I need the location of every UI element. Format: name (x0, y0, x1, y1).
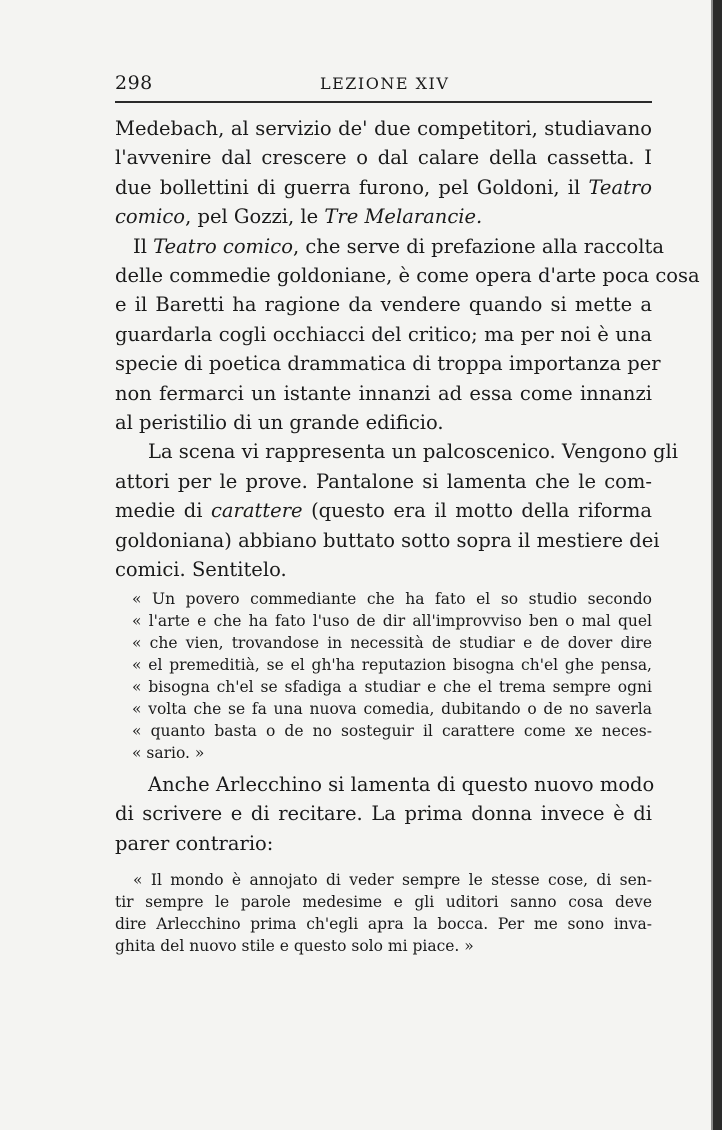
italic-title: comico (115, 205, 186, 229)
running-head: LEZIONE XIV (320, 74, 450, 93)
text-line: al peristilio di un grande edificio. (115, 411, 444, 435)
italic-term: carattere (211, 499, 303, 523)
text-line: attori per le prove. Pantalone si lamenta che le com- (115, 469, 652, 493)
quote-line: « Il mondo è annojato di veder sempre le stesse cose, di sen- (133, 871, 652, 889)
paragraph-2 (115, 232, 700, 438)
quote-line: « che vien, trovandose in necessità de studiar e de dover dire (132, 634, 652, 652)
quote-line: dire Arlecchino prima ch'egli apra la bocca. Per me sono inva- (115, 915, 652, 933)
italic-title: Tre Melarancie. (324, 205, 483, 229)
text-line: guardarla cogli occhiacci del critico; ma per noi è una (115, 322, 652, 346)
italic-title: Teatro (588, 175, 652, 199)
text-line: Medebach, al servizio de' due competitori, studiavano (115, 117, 652, 140)
text-line: due bollettini di guerra furono, pel Goldoni, il Teatro (115, 175, 652, 199)
quote-line: « bisogna ch'el se sfadiga a studiar e che el trema sempre ogni (132, 678, 652, 696)
text-line: specie di poetica drammatica di troppa importanza per (115, 352, 661, 376)
quote-line: « sario. » (132, 744, 205, 762)
block-quote-2 (115, 869, 652, 957)
text-line: parer contrario: (115, 831, 274, 855)
text-line: comici. Sentitelo. (115, 558, 287, 582)
header-rule (115, 101, 652, 103)
page-edge (713, 0, 722, 1130)
text-line: non fermarci un istante innanzi ad essa come innanzi (115, 381, 652, 405)
block-quote-1 (132, 588, 652, 764)
text-line: La scena vi rappresenta un palcoscenico. Vengono gli (148, 440, 678, 464)
text-line: Il Teatro comico, che serve di prefazione alla raccolta (133, 234, 664, 258)
quote-line: tir sempre le parole medesime e gli uditori sanno cosa deve (115, 893, 652, 911)
quote-line: « Un povero commediante che ha fato el so studio secondo (132, 590, 652, 608)
text-line: medie di carattere (questo era il motto della riforma (115, 499, 652, 523)
text-line: e il Baretti ha ragione da vendere quando si mette a (115, 293, 652, 317)
italic-title: Teatro comico (153, 234, 293, 258)
text-line: delle commedie goldoniane, è come opera d'arte poca cosa (115, 264, 700, 288)
quote-line: ghita del nuovo stile e questo solo mi piace. » (115, 937, 474, 955)
text-line: Anche Arlecchino si lamenta di questo nuovo modo (148, 773, 655, 796)
paragraph-1 (115, 114, 652, 232)
quote-line: « quanto basta o de no sosteguir il carattere come xe neces- (132, 722, 652, 740)
text-line: comico, pel Gozzi, le Tre Melarancie. (115, 205, 483, 229)
page-header (115, 72, 655, 102)
page-number: 298 (115, 72, 153, 94)
text-line: di scrivere e di recitare. La prima donna invece è di (115, 802, 652, 826)
text-line: l'avvenire dal crescere o dal calare della cassetta. I (115, 146, 652, 170)
paragraph-3 (115, 437, 678, 584)
quote-line: « l'arte e che ha fato l'uso de dir all'improvviso ben o mal quel (132, 612, 652, 630)
paragraph-4 (115, 770, 655, 858)
quote-line: « el premeditià, se el gh'ha reputazion bisogna ch'el ghe pensa, (132, 656, 652, 674)
body-text (115, 114, 700, 585)
text-line: goldoniana) abbiano buttato sotto sopra il mestiere dei (115, 528, 660, 552)
quote-line: « volta che se fa una nuova comedia, dubitando o de no saverla (132, 700, 652, 718)
